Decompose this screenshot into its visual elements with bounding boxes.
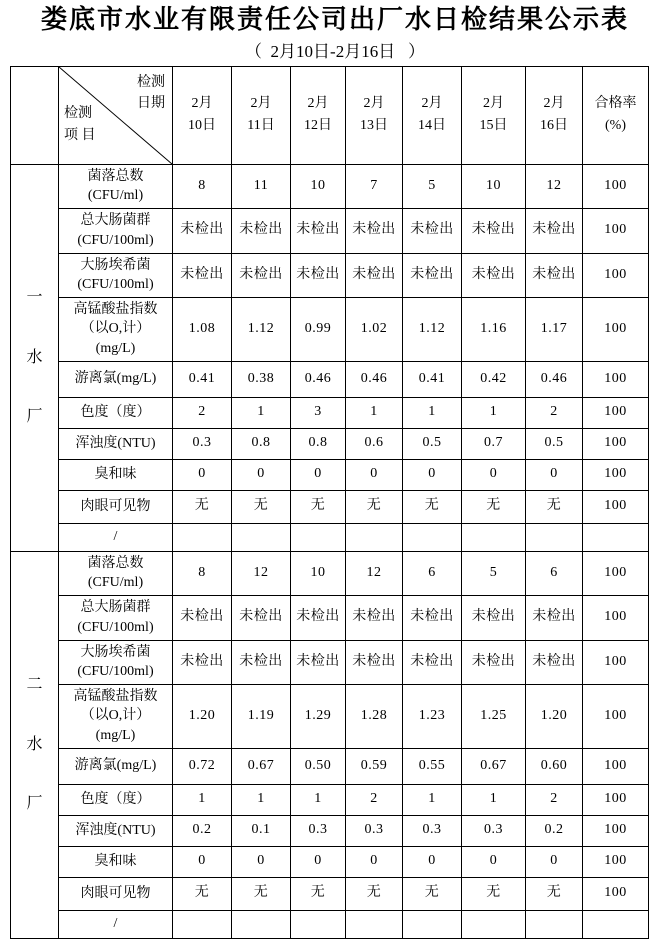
value-cell: 0.46 [291, 361, 346, 397]
item-label: 臭和味 [59, 846, 173, 877]
value-cell: 1.20 [173, 684, 232, 748]
value-cell: 0.6 [346, 428, 403, 459]
pass-rate-cell: 100 [583, 640, 649, 684]
value-cell: 0 [403, 459, 462, 490]
pass-rate-cell: 100 [583, 748, 649, 784]
value-cell: 无 [462, 877, 526, 910]
corner-label-item [64, 103, 96, 146]
value-cell: 无 [173, 490, 232, 523]
table-row [11, 748, 649, 784]
corner-label-item-line2: 项 目 [64, 127, 96, 143]
value-cell: 未检出 [291, 640, 346, 684]
value-cell [346, 910, 403, 938]
value-cell: 未检出 [403, 208, 462, 253]
pass-rate-cell: 100 [583, 551, 649, 595]
value-cell: 12 [526, 164, 583, 208]
value-cell: 0.5 [526, 428, 583, 459]
table-row [11, 208, 649, 253]
value-cell: 6 [403, 551, 462, 595]
item-label: / [59, 523, 173, 551]
value-cell: 1 [462, 397, 526, 428]
value-cell: 5 [462, 551, 526, 595]
corner-label-date-line1: 检测 [137, 74, 165, 90]
value-cell: 0 [462, 459, 526, 490]
pass-rate-cell: 100 [583, 877, 649, 910]
header-row [11, 66, 649, 164]
value-cell: 0.46 [346, 361, 403, 397]
pass-rate-cell: 100 [583, 784, 649, 815]
value-cell: 2 [526, 784, 583, 815]
value-cell: 0.55 [403, 748, 462, 784]
value-cell: 1.19 [232, 684, 291, 748]
value-cell: 0 [346, 846, 403, 877]
pass-rate-cell: 100 [583, 459, 649, 490]
value-cell: 0.1 [232, 815, 291, 846]
pass-rate-cell [583, 910, 649, 938]
corner-label-date-line2: 日期 [137, 96, 165, 112]
corner-empty-cell [11, 66, 59, 164]
value-cell: 未检出 [526, 640, 583, 684]
value-cell: 未检出 [291, 208, 346, 253]
value-cell: 无 [346, 877, 403, 910]
value-cell [346, 523, 403, 551]
pass-rate-cell: 100 [583, 164, 649, 208]
value-cell: 1 [403, 784, 462, 815]
plant-label-text: 二 水 厂 [26, 676, 43, 813]
value-cell: 0 [346, 459, 403, 490]
table-row [11, 877, 649, 910]
value-cell: 无 [526, 877, 583, 910]
value-cell: 未检出 [346, 208, 403, 253]
value-cell: 无 [346, 490, 403, 523]
value-cell: 无 [291, 490, 346, 523]
value-cell: 0.67 [232, 748, 291, 784]
value-cell: 0.38 [232, 361, 291, 397]
table-body [11, 164, 649, 938]
plant-label-1 [11, 164, 59, 551]
value-cell: 无 [403, 490, 462, 523]
table-row [11, 784, 649, 815]
value-cell: 未检出 [173, 208, 232, 253]
value-cell: 0 [526, 459, 583, 490]
table-row [11, 684, 649, 748]
pass-rate-cell: 100 [583, 253, 649, 297]
value-cell: 未检出 [232, 640, 291, 684]
pass-rate-cell: 100 [583, 595, 649, 640]
value-cell: 1.08 [173, 297, 232, 361]
value-cell [291, 523, 346, 551]
item-label: / [59, 910, 173, 938]
value-cell: 0 [291, 846, 346, 877]
table-row [11, 490, 649, 523]
value-cell: 0.60 [526, 748, 583, 784]
corner-diagonal-cell [59, 66, 173, 164]
value-cell [403, 523, 462, 551]
value-cell: 未检出 [173, 595, 232, 640]
corner-label-date [137, 72, 165, 115]
value-cell: 0.50 [291, 748, 346, 784]
value-cell: 0.3 [403, 815, 462, 846]
value-cell: 0.59 [346, 748, 403, 784]
item-label: 高锰酸盐指数 （以O,计） (mg/L) [59, 684, 173, 748]
value-cell: 3 [291, 397, 346, 428]
value-cell: 8 [173, 164, 232, 208]
value-cell [232, 910, 291, 938]
value-cell: 未检出 [462, 595, 526, 640]
table-row [11, 595, 649, 640]
value-cell [291, 910, 346, 938]
date-header-feb13: 2月 13日 [346, 66, 403, 164]
value-cell [462, 523, 526, 551]
table-row [11, 459, 649, 490]
date-header-feb16: 2月 16日 [526, 66, 583, 164]
pass-rate-cell: 100 [583, 397, 649, 428]
date-header-feb10: 2月 10日 [173, 66, 232, 164]
value-cell: 7 [346, 164, 403, 208]
value-cell: 1 [232, 397, 291, 428]
pass-rate-cell: 100 [583, 815, 649, 846]
pass-rate-cell: 100 [583, 684, 649, 748]
value-cell: 未检出 [232, 595, 291, 640]
plant-label-text: 一 水 厂 [26, 289, 43, 426]
value-cell: 6 [526, 551, 583, 595]
value-cell: 未检出 [346, 595, 403, 640]
item-label: 肉眼可见物 [59, 490, 173, 523]
value-cell: 无 [291, 877, 346, 910]
item-label: 浑浊度(NTU) [59, 815, 173, 846]
item-label: 高锰酸盐指数 （以O,计） (mg/L) [59, 297, 173, 361]
table-row [11, 297, 649, 361]
pass-rate-header: 合格率 (%) [583, 66, 649, 164]
inspection-table [10, 66, 649, 939]
value-cell: 无 [232, 490, 291, 523]
value-cell: 0.3 [346, 815, 403, 846]
value-cell: 0 [462, 846, 526, 877]
value-cell [526, 910, 583, 938]
value-cell: 无 [232, 877, 291, 910]
value-cell: 未检出 [291, 253, 346, 297]
pass-rate-cell: 100 [583, 428, 649, 459]
value-cell: 未检出 [403, 253, 462, 297]
value-cell: 无 [526, 490, 583, 523]
page-subtitle: （ 2月10日-2月16日 ） [245, 41, 425, 61]
pass-rate-cell: 100 [583, 208, 649, 253]
value-cell: 1.25 [462, 684, 526, 748]
value-cell: 0 [526, 846, 583, 877]
value-cell: 0 [232, 846, 291, 877]
item-label: 总大肠菌群 (CFU/100ml) [59, 595, 173, 640]
value-cell: 1.12 [403, 297, 462, 361]
value-cell [232, 523, 291, 551]
item-label: 大肠埃希菌 (CFU/100ml) [59, 640, 173, 684]
item-label: 游离氯(mg/L) [59, 361, 173, 397]
value-cell: 未检出 [346, 253, 403, 297]
value-cell: 未检出 [526, 253, 583, 297]
value-cell: 0 [173, 459, 232, 490]
value-cell: 0.5 [403, 428, 462, 459]
value-cell: 0.2 [173, 815, 232, 846]
value-cell [403, 910, 462, 938]
date-header-feb11: 2月 11日 [232, 66, 291, 164]
value-cell: 10 [291, 551, 346, 595]
value-cell: 0.7 [462, 428, 526, 459]
value-cell: 0 [232, 459, 291, 490]
value-cell: 1.29 [291, 684, 346, 748]
pass-rate-cell: 100 [583, 297, 649, 361]
value-cell: 0.41 [173, 361, 232, 397]
value-cell: 未检出 [403, 640, 462, 684]
value-cell: 1.02 [346, 297, 403, 361]
value-cell: 未检出 [462, 208, 526, 253]
value-cell: 0.67 [462, 748, 526, 784]
table-row [11, 164, 649, 208]
value-cell: 未检出 [462, 253, 526, 297]
value-cell: 0.3 [462, 815, 526, 846]
item-label: 臭和味 [59, 459, 173, 490]
value-cell: 1 [173, 784, 232, 815]
value-cell: 5 [403, 164, 462, 208]
corner-label-item-line1: 检测 [64, 106, 92, 122]
value-cell: 0.41 [403, 361, 462, 397]
value-cell: 1 [232, 784, 291, 815]
pass-rate-cell [583, 523, 649, 551]
plant-label-2 [11, 551, 59, 938]
value-cell: 1.12 [232, 297, 291, 361]
page-title: 娄底市水业有限责任公司出厂水日检结果公示表 [40, 4, 629, 34]
item-label: 色度（度） [59, 397, 173, 428]
date-header-feb15: 2月 15日 [462, 66, 526, 164]
value-cell: 未检出 [232, 253, 291, 297]
value-cell: 未检出 [232, 208, 291, 253]
value-cell [173, 523, 232, 551]
date-header-feb14: 2月 14日 [403, 66, 462, 164]
value-cell: 10 [462, 164, 526, 208]
value-cell: 未检出 [403, 595, 462, 640]
pass-rate-cell: 100 [583, 846, 649, 877]
value-cell: 未检出 [346, 640, 403, 684]
value-cell: 0.99 [291, 297, 346, 361]
value-cell: 2 [173, 397, 232, 428]
value-cell: 0.46 [526, 361, 583, 397]
value-cell: 0 [173, 846, 232, 877]
value-cell: 0.42 [462, 361, 526, 397]
value-cell: 2 [526, 397, 583, 428]
value-cell: 1.20 [526, 684, 583, 748]
value-cell: 0.8 [291, 428, 346, 459]
table-row [11, 551, 649, 595]
item-label: 总大肠菌群 (CFU/100ml) [59, 208, 173, 253]
value-cell: 未检出 [173, 253, 232, 297]
pass-rate-cell: 100 [583, 361, 649, 397]
value-cell: 12 [346, 551, 403, 595]
table-row [11, 397, 649, 428]
value-cell: 未检出 [462, 640, 526, 684]
item-label: 色度（度） [59, 784, 173, 815]
value-cell: 0.8 [232, 428, 291, 459]
table-row [11, 253, 649, 297]
value-cell: 1 [403, 397, 462, 428]
value-cell: 未检出 [526, 208, 583, 253]
table-row [11, 910, 649, 938]
value-cell: 无 [173, 877, 232, 910]
value-cell: 无 [403, 877, 462, 910]
value-cell: 无 [462, 490, 526, 523]
table-row [11, 361, 649, 397]
value-cell: 1.28 [346, 684, 403, 748]
table-row [11, 640, 649, 684]
value-cell: 1 [346, 397, 403, 428]
value-cell: 0 [291, 459, 346, 490]
item-label: 菌落总数 (CFU/ml) [59, 164, 173, 208]
item-label: 浑浊度(NTU) [59, 428, 173, 459]
value-cell: 未检出 [291, 595, 346, 640]
item-label: 大肠埃希菌 (CFU/100ml) [59, 253, 173, 297]
item-label: 肉眼可见物 [59, 877, 173, 910]
value-cell: 1.23 [403, 684, 462, 748]
value-cell: 1 [462, 784, 526, 815]
value-cell: 未检出 [526, 595, 583, 640]
value-cell: 12 [232, 551, 291, 595]
value-cell: 8 [173, 551, 232, 595]
value-cell [173, 910, 232, 938]
value-cell [462, 910, 526, 938]
value-cell: 1.16 [462, 297, 526, 361]
item-label: 游离氯(mg/L) [59, 748, 173, 784]
table-row [11, 523, 649, 551]
value-cell: 未检出 [173, 640, 232, 684]
value-cell: 0.2 [526, 815, 583, 846]
table-row [11, 428, 649, 459]
value-cell: 10 [291, 164, 346, 208]
value-cell: 2 [346, 784, 403, 815]
value-cell: 1 [291, 784, 346, 815]
date-header-feb12: 2月 12日 [291, 66, 346, 164]
value-cell: 0.72 [173, 748, 232, 784]
value-cell [526, 523, 583, 551]
value-cell: 0.3 [173, 428, 232, 459]
value-cell: 11 [232, 164, 291, 208]
pass-rate-cell: 100 [583, 490, 649, 523]
item-label: 菌落总数 (CFU/ml) [59, 551, 173, 595]
value-cell: 0.3 [291, 815, 346, 846]
table-row [11, 815, 649, 846]
value-cell: 0 [403, 846, 462, 877]
value-cell: 1.17 [526, 297, 583, 361]
table-row [11, 846, 649, 877]
